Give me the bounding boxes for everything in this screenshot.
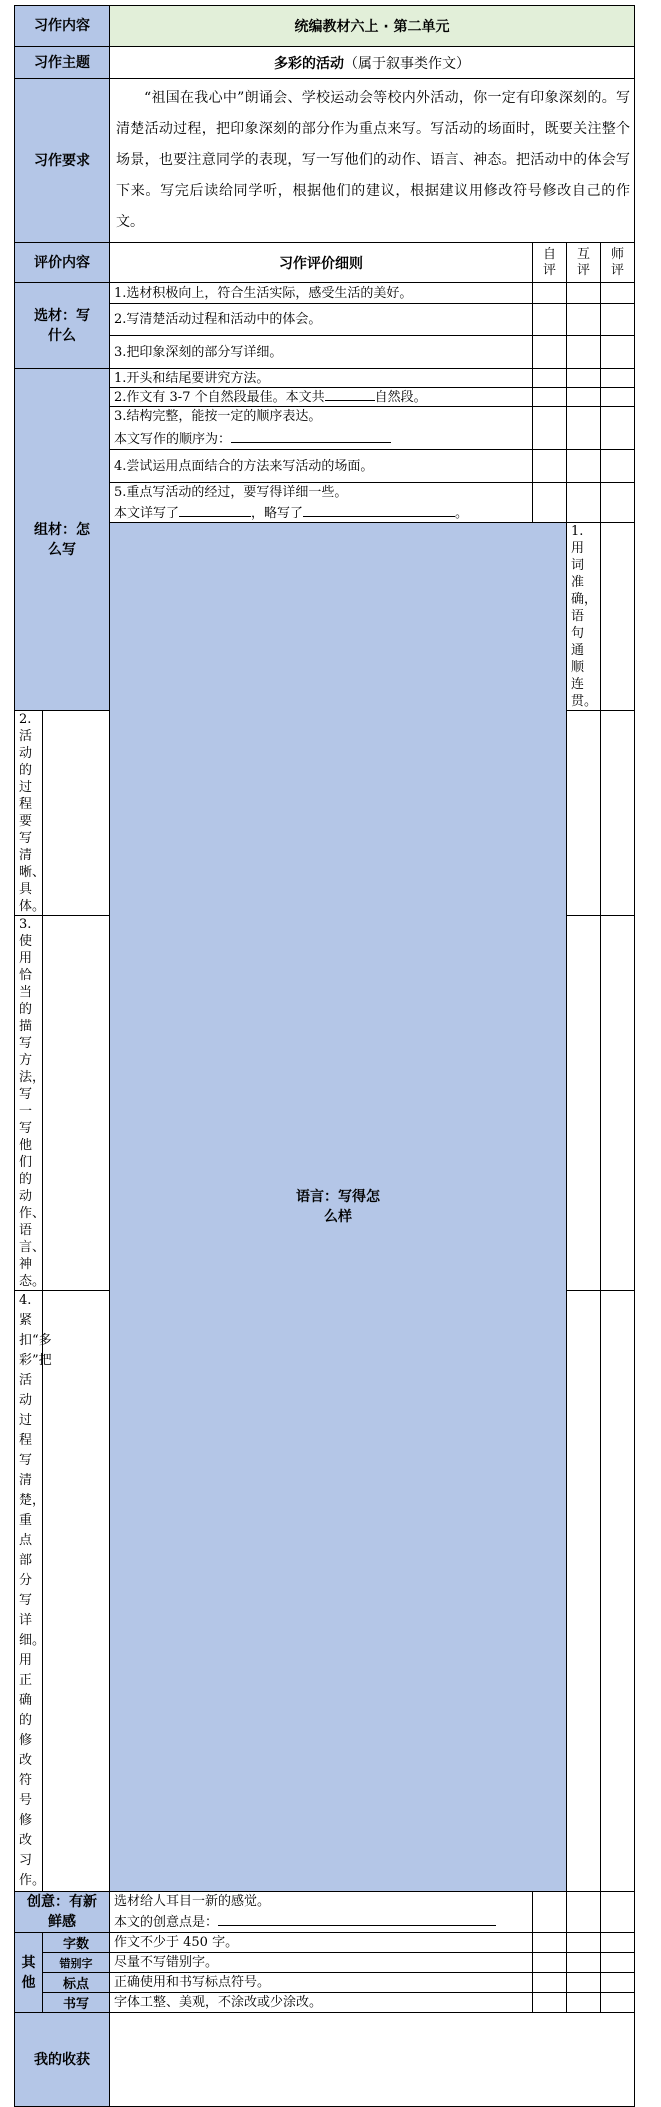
score-cell[interactable]: [567, 1973, 601, 1993]
other-label: [15, 1933, 43, 2013]
brief-prompt: ，略写了: [251, 505, 304, 521]
score-cell[interactable]: [567, 711, 601, 916]
score-cell[interactable]: [533, 1973, 567, 1993]
score-cell[interactable]: [533, 1933, 567, 1953]
score-cell[interactable]: [601, 1933, 635, 1953]
theme-label: 习作主题: [15, 47, 110, 79]
language-label: [110, 523, 567, 1892]
score-cell[interactable]: [567, 483, 601, 523]
score-cell[interactable]: [601, 711, 635, 916]
material-label-text: 选材：写什么: [34, 307, 90, 344]
score-cell[interactable]: [601, 916, 635, 1291]
unit-title: 统编教材六上 · 第二单元: [110, 6, 635, 47]
score-cell[interactable]: [567, 450, 601, 483]
score-cell[interactable]: [43, 711, 110, 916]
peer-eval-text: 互评: [576, 246, 590, 278]
score-cell[interactable]: [533, 388, 567, 407]
requirements-text: “祖国在我心中”朗诵会、学校运动会等校内外活动，你一定有印象深刻的。写清楚活动过程，把印象深刻的部分作为重点来写。写活动的场面时，既要关注整个场景，也要注意同学的表现，写一写他们的动作、语言、神态。把活动中的体会写下来。写完后读给同学听，根据他们的建议，根据建议用修改符号修改自己的作文。: [110, 79, 635, 243]
other-word-count-desc: 作文不少于 450 字。: [110, 1933, 533, 1953]
score-cell[interactable]: [533, 1953, 567, 1973]
theme-note: （属于叙事类作文）: [344, 55, 470, 72]
content-label: 习作内容: [15, 6, 110, 47]
score-cell[interactable]: [567, 304, 601, 336]
teacher-eval-text: 师评: [610, 246, 624, 278]
score-cell[interactable]: [567, 1953, 601, 1973]
order-prompt: 本文写作的顺序为：: [114, 432, 232, 447]
language-item-4: 4.紧扣“多彩”把活动过程写清楚，重点部分写详细。用正确的修改符号修改习作。: [15, 1291, 43, 1892]
score-cell[interactable]: [567, 1291, 601, 1892]
other-typo-desc: 尽量不写错别字。: [110, 1953, 533, 1973]
teacher-eval-heading: [601, 243, 635, 283]
material-item-2: 2.写清楚活动过程和活动中的体会。: [110, 304, 533, 336]
writing-evaluation-table: [14, 5, 635, 2107]
creativity-cell: [110, 1892, 533, 1933]
other-typo-label: 错别字: [43, 1953, 110, 1973]
score-cell[interactable]: [533, 483, 567, 523]
org-item-1: 1.开头和结尾要讲究方法。: [110, 369, 533, 388]
peer-eval-heading: [567, 243, 601, 283]
creativity-prompt: 本文的创意点是：: [114, 1915, 219, 1930]
org-item-3: [110, 407, 533, 450]
detail-blank[interactable]: [179, 504, 251, 517]
organization-label: [15, 369, 110, 711]
score-cell[interactable]: [601, 1953, 635, 1973]
score-cell[interactable]: [567, 916, 601, 1291]
theme-cell: [110, 47, 635, 79]
org-item-5: [110, 483, 533, 523]
score-cell[interactable]: [601, 304, 635, 336]
score-cell[interactable]: [533, 1993, 567, 2013]
language-item-2: 2.活动的过程要写清晰、具体。: [15, 711, 43, 916]
score-cell[interactable]: [567, 1892, 601, 1933]
score-cell[interactable]: [533, 407, 567, 450]
language-label-text: 语言：写得怎么样: [296, 1189, 380, 1225]
score-cell[interactable]: [601, 336, 635, 369]
language-item-1: 1.用词准确，语句通顺连贯。: [567, 523, 601, 711]
score-cell[interactable]: [533, 369, 567, 388]
requirements-label: 习作要求: [15, 79, 110, 243]
score-cell[interactable]: [567, 388, 601, 407]
gain-label: 我的收获: [15, 2013, 110, 2107]
score-cell[interactable]: [533, 1892, 567, 1933]
brief-blank[interactable]: [303, 504, 455, 517]
material-item-1: 1.选材积极向上，符合生活实际，感受生活的美好。: [110, 283, 533, 304]
score-cell[interactable]: [601, 1993, 635, 2013]
organization-label-text: 组材：怎么写: [34, 521, 90, 558]
score-cell[interactable]: [567, 336, 601, 369]
score-cell[interactable]: [601, 1892, 635, 1933]
score-cell[interactable]: [601, 483, 635, 523]
detail-end: 。: [455, 505, 469, 521]
creativity-label-text: 创意：有新鲜感: [27, 1894, 97, 1930]
score-cell[interactable]: [601, 523, 635, 711]
org-item-2-tail: 自然段。: [374, 390, 427, 405]
material-item-3: 3.把印象深刻的部分写详细。: [110, 336, 533, 369]
score-cell[interactable]: [533, 304, 567, 336]
other-punctuation-label: 标点: [43, 1973, 110, 1993]
score-cell[interactable]: [567, 369, 601, 388]
self-eval-heading: [533, 243, 567, 283]
other-handwriting-label: 书写: [43, 1993, 110, 2013]
score-cell[interactable]: [567, 283, 601, 304]
language-item-3: 3.使用恰当的描写方法，写一写他们的动作、语言、神态。: [15, 916, 43, 1291]
score-cell[interactable]: [601, 388, 635, 407]
other-punctuation-desc: 正确使用和书写标点符号。: [110, 1973, 533, 1993]
order-blank[interactable]: [231, 430, 391, 443]
score-cell[interactable]: [567, 1933, 601, 1953]
detail-prompt: 本文详写了: [114, 505, 180, 521]
other-handwriting-desc: 字体工整、美观，不涂改或少涂改。: [110, 1993, 533, 2013]
org-item-2: [110, 388, 533, 407]
score-cell[interactable]: [533, 450, 567, 483]
eval-content-label: 评价内容: [15, 243, 110, 283]
org-item-3-text: 3.结构完整，能按一定的顺序表达。: [114, 409, 322, 424]
score-cell[interactable]: [43, 1291, 110, 1892]
paragraph-count-blank[interactable]: [325, 388, 375, 401]
other-word-count-label: 字数: [43, 1933, 110, 1953]
creativity-blank[interactable]: [218, 1913, 496, 1926]
self-eval-text: 自评: [542, 246, 556, 278]
score-cell[interactable]: [43, 916, 110, 1291]
score-cell[interactable]: [567, 407, 601, 450]
score-cell[interactable]: [533, 336, 567, 369]
creativity-label: [15, 1892, 110, 1933]
other-label-text: 其他: [21, 1954, 36, 1991]
score-cell[interactable]: [533, 283, 567, 304]
score-cell[interactable]: [601, 369, 635, 388]
org-item-2-text: 2.作文有 3-7 个自然段最佳。本文共: [114, 390, 325, 405]
material-label: [15, 283, 110, 369]
criteria-heading: 习作评价细则: [110, 243, 533, 283]
theme-title: 多彩的活动: [274, 55, 344, 72]
score-cell[interactable]: [601, 1291, 635, 1892]
creativity-line-1: 选材给人耳目一新的感觉。: [114, 1894, 271, 1909]
score-cell[interactable]: [601, 1973, 635, 1993]
org-item-5-text: 5.重点写活动的经过，要写得详细一些。: [114, 484, 348, 500]
score-cell[interactable]: [601, 283, 635, 304]
gain-writing-area[interactable]: [110, 2013, 635, 2107]
score-cell[interactable]: [601, 407, 635, 450]
org-item-4: 4.尝试运用点面结合的方法来写活动的场面。: [110, 450, 533, 483]
score-cell[interactable]: [601, 450, 635, 483]
score-cell[interactable]: [567, 1993, 601, 2013]
